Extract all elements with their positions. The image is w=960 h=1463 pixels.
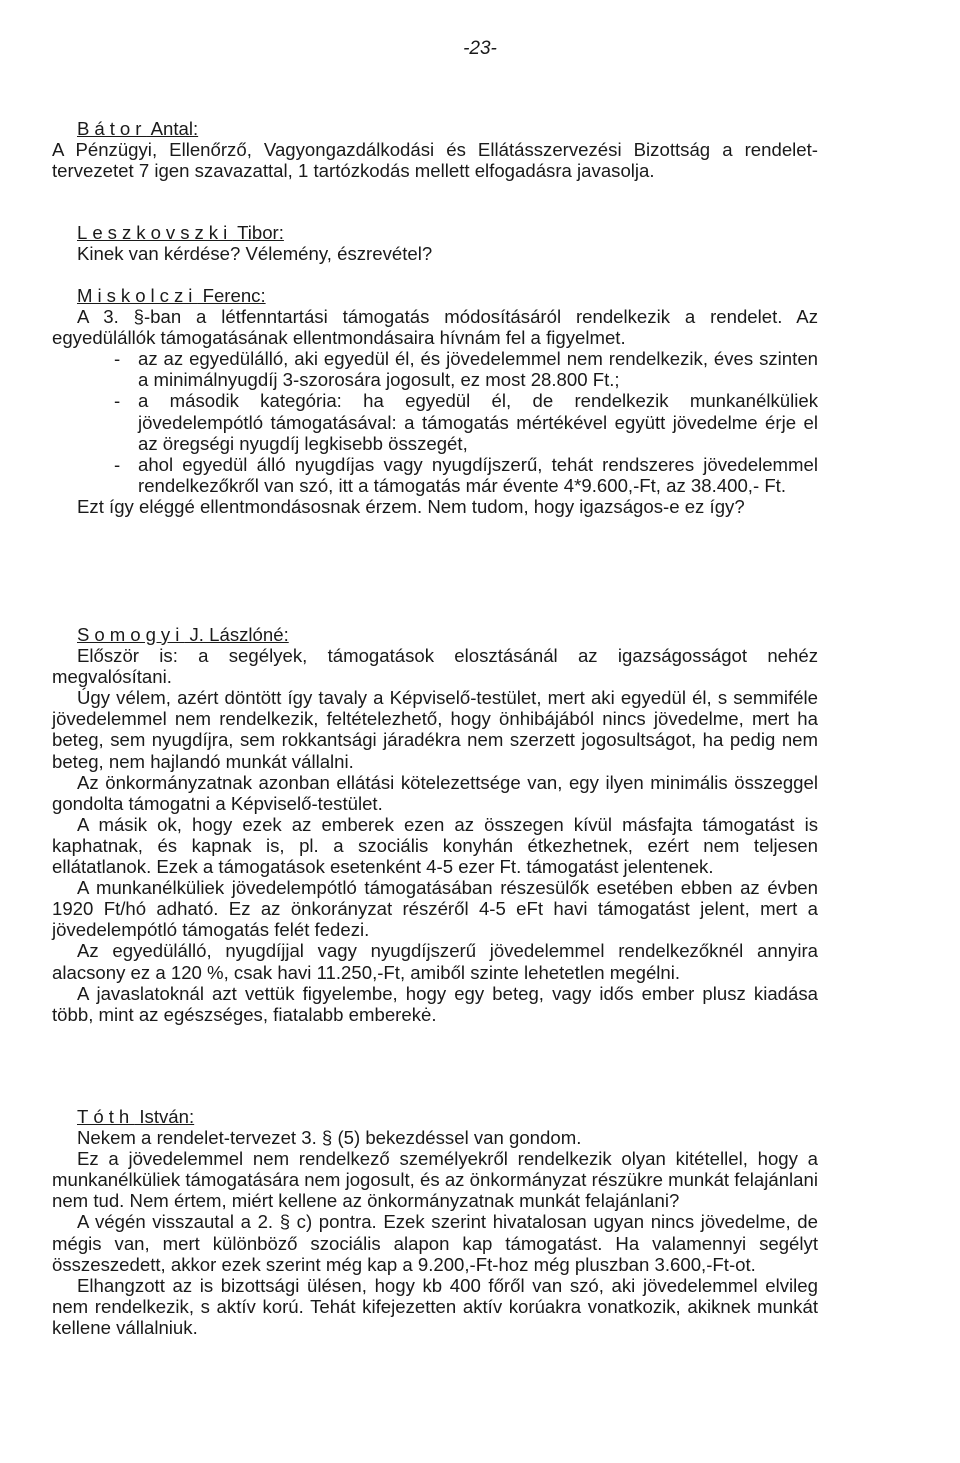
- paragraph: Ez a jövedelemmel nem rendelkező személyekről rendelkezik olyan kitétellel, hogy a munkanélküliek támogatására nem jogosult, és az önkormányzat részükre munkát felajánlani nem tud. Nem értem, miért kellene az önkormányzatnak munkát felajánlani?: [52, 1148, 818, 1212]
- paragraph: Kinek van kérdése? Vélemény, észrevétel?: [77, 243, 433, 265]
- paragraph: A 3. §-ban a létfenntartási támogatás módosításáról rendelkezik a rendelet. Az egyedülállók támogatásának ellentmondásaira hívnám fel a figyelmet.: [52, 306, 818, 349]
- paragraph: A végén visszautal a 2. § c) pontra. Ezek szerint hivatalosan ugyan nincs jövedelme, de mégis van, mert különböző szociális alapon kap támogatást. Ha valamennyi segélyt összeszedett, akkor ezek szerint még kap a 9.200,-Ft-hoz még pluszban 3.600,-Ft-ot.: [52, 1211, 818, 1275]
- paragraph: Nekem a rendelet-tervezet 3. § (5) bekezdéssel van gondom.: [77, 1127, 582, 1149]
- section-leszkovszki: [52, 222, 818, 264]
- list-item: - az az egyedülálló, aki egyedül él, és jövedelemmel nem rendelkezik, éves szinten a minimálnyugdíj 3-szorosára jogosult, ez most 28.800 Ft.;: [114, 348, 818, 391]
- speaker-name: Miskolczi Ferenc:: [77, 285, 266, 306]
- list-item: - ahol egyedül álló nyugdíjas vagy nyugdíjszerű, tehát rendszeres jövedelemmel rendelkezőkről van szó, itt a támogatás már évente 4*9.600,-Ft, az 38.400,- Ft.: [114, 453, 818, 496]
- speaker-name: Leszkovszki Tibor:: [77, 222, 284, 243]
- paragraph: Úgy vélem, azért döntött így tavaly a Képviselő-testület, mert aki egyedül él, s semmiféle jövedelemmel nem rendelkezik, feltételezhető, hogy önhibájából nincs jövedelme, mert ha beteg, sem nyugdíjra, sem rokkantsági járadékra nem szerzett jogosultságot, ha pedig nem beteg, nem hajlandó munkát vállalni.: [52, 687, 818, 772]
- paragraph: A másik ok, hogy ezek az emberek ezen az összegen kívül másfajta támogatást is kaphatnak, és kapnak is, pl. a szociális konyhán étkezhetnek, ezért nem teljesen ellátatlanok. Ezek a támogatások esetenként 4-5 ezer Ft. támogatást jelentenek.: [52, 813, 818, 878]
- paragraph: Az egyedülálló, nyugdíjjal vagy nyugdíjszerű jövedelemmel rendelkezőknél annyira alacsony ez a 120 %, csak havi 11.250,-Ft, amiből szinte lehetetlen megélni.: [52, 940, 818, 983]
- speaker-name: Somogyi J. Lászlóné:: [77, 624, 289, 645]
- list-item: - a második kategória: ha egyedül él, de rendelkezik munkanélküliek jövedelempótló támogatásával: a támogatás mértékével együtt jövedelme érje el az öregségi nyugdíj legkisebb összegét,: [114, 390, 818, 454]
- paragraph: A javaslatoknál azt vettük figyelembe, hogy egy beteg, vagy idős ember plusz kiadása több, mint az egészséges, fiatalabb emberekė.: [52, 982, 818, 1025]
- paragraph: A Pénzügyi, Ellenőrző, Vagyongazdálkodási és Ellátásszervezési Bizottság a rendelet-tervezetet 7 igen szavazattal, 1 tartózkodás mellett elfogadásra javasolja.: [52, 139, 818, 182]
- speaker-name: Tóth István:: [77, 1106, 195, 1127]
- paragraph: Az önkormányzatnak azonban ellátási kötelezettsége van, egy ilyen minimális összeggel gondolta támogatni a Képviselő-testület.: [52, 771, 818, 814]
- paragraph: Elhangzott az is bizottsági ülésen, hogy kb 400 főről van szó, aki jövedelemmel elvileg nem rendelkezik, s aktív korú. Tehát kifejezetten aktív korúakra vonatkozik, akiknek munkát kellene vállalniuk.: [52, 1274, 818, 1338]
- section-miskolczi: [52, 285, 818, 517]
- paragraph: Először is: a segélyek, támogatások elosztásánál az igazságosságot nehéz megvalósítani.: [52, 645, 818, 688]
- paragraph: A munkanélküliek jövedelempótló támogatásában részesülők esetében ebben az évben 1920 Ft/hó adható. Ez az önkorányzat részéről 4-5 eFt havi támogatást jelent, mert a jövedelempótló támogatás felét fedezi.: [52, 877, 818, 941]
- section-somogyi: [52, 624, 818, 1025]
- speaker-name: Bátor Antal:: [77, 118, 199, 139]
- page-number: -23-: [463, 38, 497, 59]
- section-bator: [52, 118, 818, 181]
- section-toth: [52, 1106, 818, 1338]
- paragraph: Ezt így eléggé ellentmondásosnak érzem. Nem tudom, hogy igazságos-e ez így?: [77, 495, 745, 517]
